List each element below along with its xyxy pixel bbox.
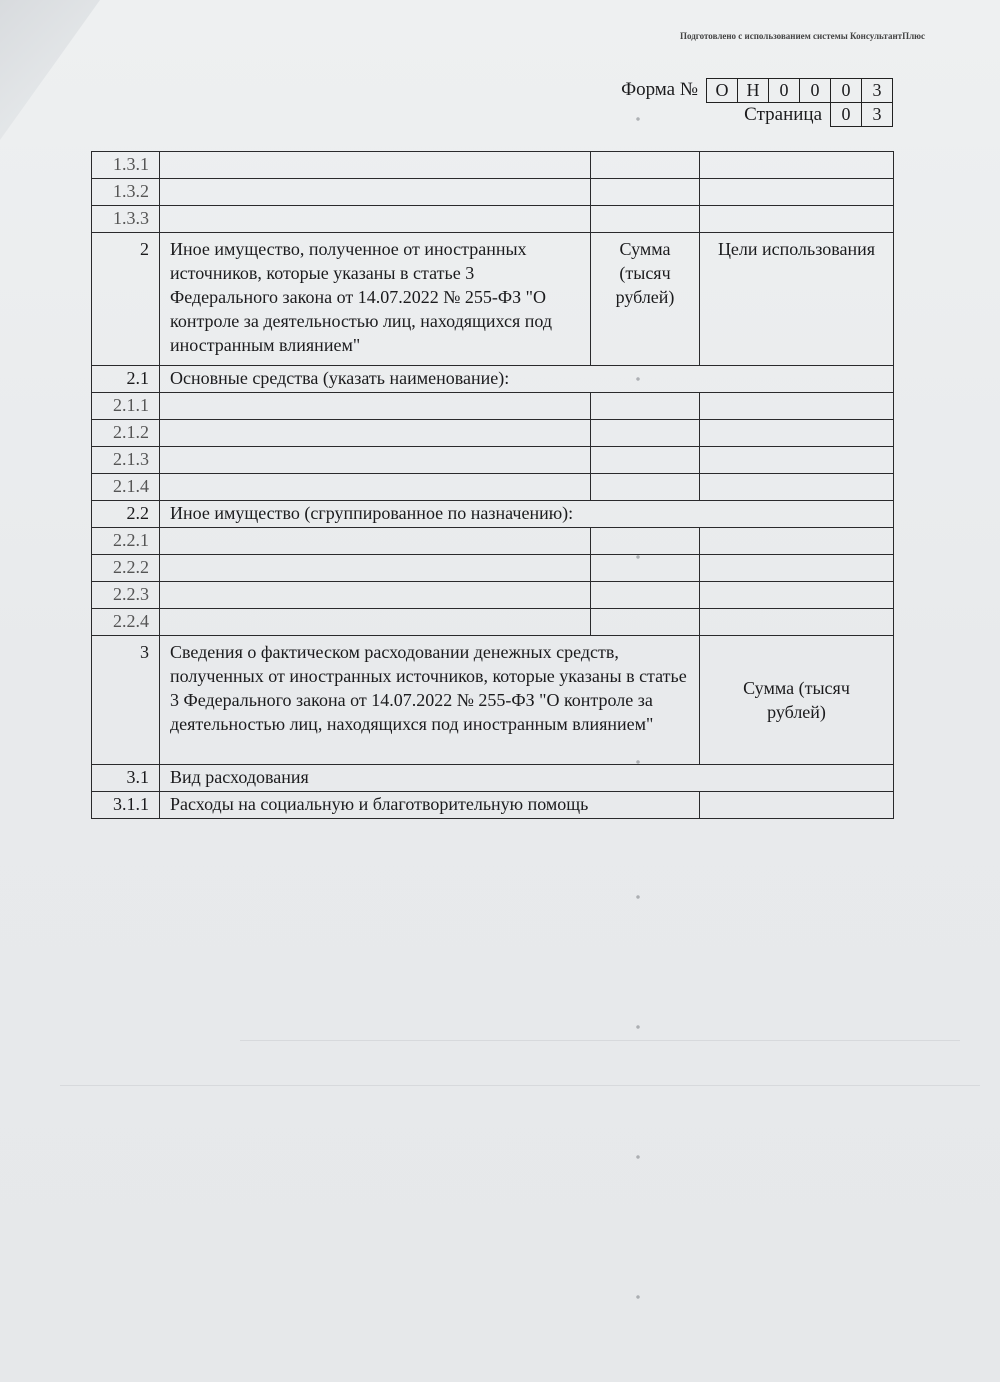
- empty-cell[interactable]: [160, 555, 591, 582]
- table-row: [92, 366, 894, 393]
- scan-artifact: [632, 112, 644, 126]
- form-code-cell: Н: [738, 79, 769, 102]
- empty-cell[interactable]: [591, 474, 700, 501]
- page-number: [744, 102, 893, 128]
- scan-artifact: [632, 1290, 644, 1304]
- row-text: Вид расходования: [160, 765, 894, 792]
- table-row: [92, 555, 894, 582]
- empty-cell[interactable]: [591, 206, 700, 233]
- table-row: [92, 152, 894, 179]
- table-row: [92, 636, 894, 765]
- prepared-note: Подготовлено с использованием системы КонсультантПлюс: [679, 31, 925, 41]
- empty-cell[interactable]: [700, 582, 894, 609]
- form-code-cell: О: [707, 79, 738, 102]
- row-number: 3.1.1: [92, 792, 160, 819]
- table-row: [92, 501, 894, 528]
- form-code-cell: 0: [831, 79, 862, 102]
- row-number: 2.1.3: [92, 447, 160, 474]
- empty-cell[interactable]: [160, 582, 591, 609]
- empty-cell[interactable]: [591, 609, 700, 636]
- table-row: [92, 474, 894, 501]
- empty-cell[interactable]: [591, 420, 700, 447]
- table-row: [92, 765, 894, 792]
- empty-cell[interactable]: [700, 555, 894, 582]
- empty-cell[interactable]: [591, 152, 700, 179]
- row-text: Расходы на социальную и благотворительную помощь: [160, 792, 700, 819]
- bleed-through-line: [240, 1040, 960, 1041]
- table-row: [92, 792, 894, 819]
- report-table: [91, 151, 894, 819]
- row-text: Иное имущество, полученное от иностранных источников, которые указаны в статье 3 Федерального закона от 14.07.2022 № 255-ФЗ "О контроле за деятельностью лиц, находящихся под иностранным влиянием": [160, 233, 591, 366]
- empty-cell[interactable]: [160, 528, 591, 555]
- column-header-sum: Сумма (тысяч рублей): [700, 636, 894, 765]
- empty-cell[interactable]: [700, 393, 894, 420]
- row-number: 3: [92, 636, 160, 765]
- row-number: 2: [92, 233, 160, 366]
- empty-cell[interactable]: [160, 420, 591, 447]
- empty-cell[interactable]: [591, 528, 700, 555]
- paper-corner-fold: [0, 0, 100, 140]
- row-number: 2.1: [92, 366, 160, 393]
- bleed-through-line: [60, 1085, 980, 1086]
- form-number: [621, 77, 893, 103]
- row-text: Иное имущество (сгруппированное по назначению):: [160, 501, 894, 528]
- row-number: 2.2.4: [92, 609, 160, 636]
- page-code-cell: 3: [872, 104, 882, 124]
- row-number: 2.1.2: [92, 420, 160, 447]
- scan-artifact: [632, 1020, 644, 1034]
- empty-cell[interactable]: [160, 393, 591, 420]
- table-row: [92, 233, 894, 366]
- form-code-cell: 0: [800, 79, 831, 102]
- empty-cell[interactable]: [160, 474, 591, 501]
- page-code-cells: [830, 103, 893, 127]
- table-row: [92, 206, 894, 233]
- row-number: 2.1.1: [92, 393, 160, 420]
- empty-cell[interactable]: [700, 474, 894, 501]
- empty-cell[interactable]: [591, 179, 700, 206]
- form-code-cell: 0: [769, 79, 800, 102]
- table-row: [92, 528, 894, 555]
- row-number: 2.2: [92, 501, 160, 528]
- empty-cell[interactable]: [160, 206, 591, 233]
- empty-cell[interactable]: [160, 152, 591, 179]
- page-code-cell: 0: [831, 103, 862, 126]
- row-number: 2.2.3: [92, 582, 160, 609]
- table-row: [92, 609, 894, 636]
- row-number: 2.1.4: [92, 474, 160, 501]
- page-label: Страница: [744, 104, 822, 125]
- column-header-sum: Сумма (тысяч рублей): [591, 233, 700, 366]
- empty-cell[interactable]: [700, 420, 894, 447]
- empty-cell[interactable]: [700, 609, 894, 636]
- row-number: 2.2.1: [92, 528, 160, 555]
- row-number: 3.1: [92, 765, 160, 792]
- empty-cell[interactable]: [700, 206, 894, 233]
- table-row: [92, 447, 894, 474]
- column-header-goal: Цели использования: [700, 233, 894, 366]
- row-text: Основные средства (указать наименование):: [160, 366, 894, 393]
- empty-cell[interactable]: [160, 609, 591, 636]
- empty-cell[interactable]: [700, 792, 894, 819]
- table-row: [92, 420, 894, 447]
- empty-cell[interactable]: [591, 393, 700, 420]
- empty-cell[interactable]: [591, 582, 700, 609]
- row-text: Сведения о фактическом расходовании денежных средств, полученных от иностранных источников, которые указаны в статье 3 Федерального закона от 14.07.2022 № 255-ФЗ "О контроле за деятельностью лиц, находящихся под иностранным влиянием": [160, 636, 700, 765]
- empty-cell[interactable]: [160, 447, 591, 474]
- form-label: Форма №: [621, 79, 698, 100]
- scan-artifact: [632, 890, 644, 904]
- table-row: [92, 179, 894, 206]
- table-row: [92, 393, 894, 420]
- empty-cell[interactable]: [160, 179, 591, 206]
- row-number: 1.3.3: [92, 206, 160, 233]
- table-row: [92, 582, 894, 609]
- empty-cell[interactable]: [700, 179, 894, 206]
- form-code-cell: 3: [872, 79, 882, 100]
- scan-artifact: [632, 1150, 644, 1164]
- row-number: 2.2.2: [92, 555, 160, 582]
- empty-cell[interactable]: [700, 152, 894, 179]
- row-number: 1.3.1: [92, 152, 160, 179]
- row-number: 1.3.2: [92, 179, 160, 206]
- empty-cell[interactable]: [700, 528, 894, 555]
- empty-cell[interactable]: [591, 447, 700, 474]
- form-code-cells: [706, 78, 893, 103]
- empty-cell[interactable]: [700, 447, 894, 474]
- empty-cell[interactable]: [591, 555, 700, 582]
